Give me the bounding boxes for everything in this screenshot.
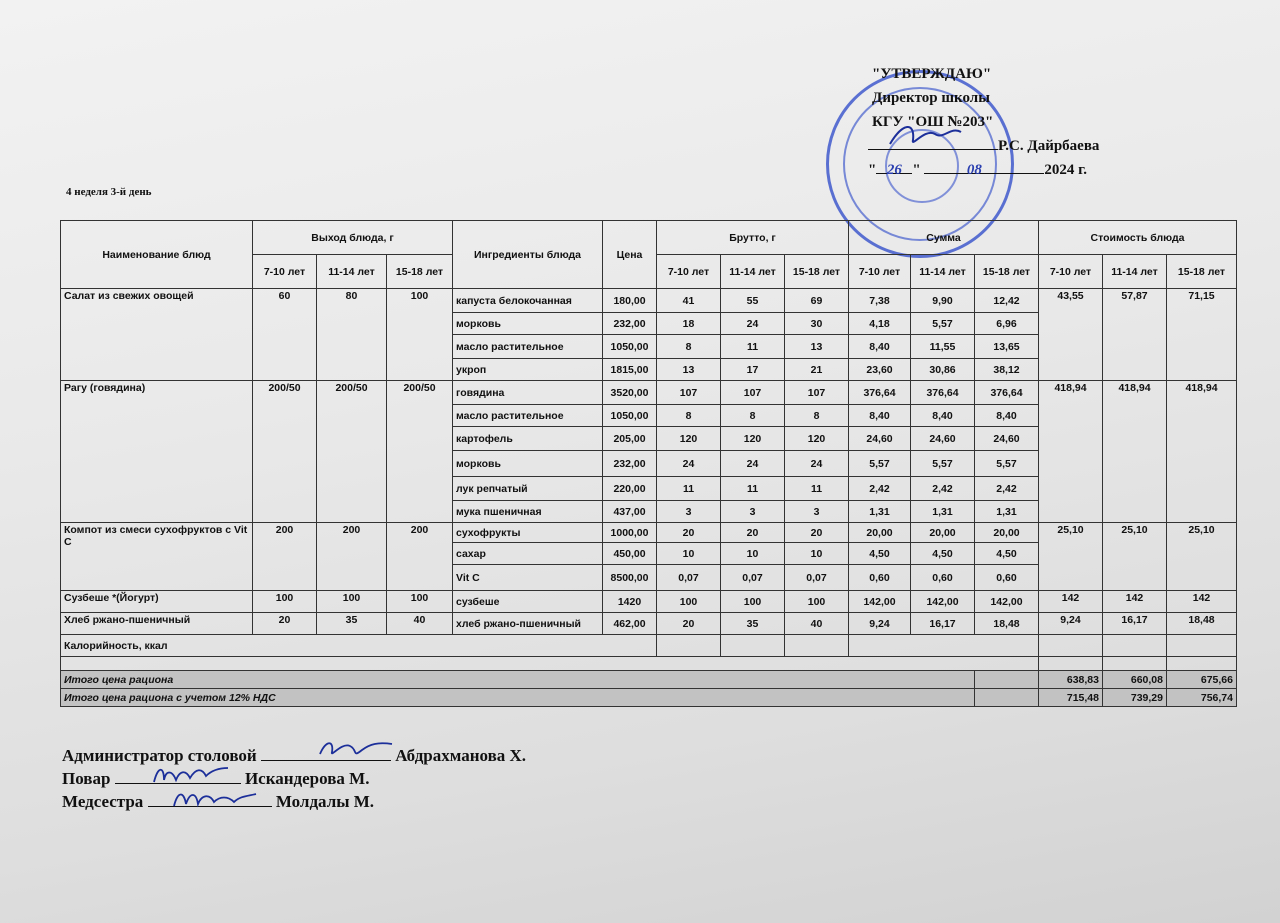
ingredient-brutto: 3 bbox=[785, 501, 849, 523]
dish-output: 100 bbox=[387, 591, 453, 613]
dish-ingredient-row bbox=[61, 613, 1237, 635]
dish-output: 20 bbox=[253, 613, 317, 635]
ingredient-brutto: 11 bbox=[721, 335, 785, 359]
ingredient-brutto: 30 bbox=[785, 313, 849, 335]
ingredient-price: 1420 bbox=[603, 591, 657, 613]
ingredient-sum: 13,65 bbox=[975, 335, 1039, 359]
ingredient-sum: 0,60 bbox=[911, 565, 975, 591]
calories-label: Калорийность, ккал bbox=[61, 635, 657, 657]
signature-role: Медсестра bbox=[62, 792, 144, 811]
dish-output: 100 bbox=[253, 591, 317, 613]
ingredient-price: 8500,00 bbox=[603, 565, 657, 591]
dish-cost: 25,10 bbox=[1039, 523, 1103, 591]
menu-table bbox=[60, 220, 1237, 707]
ingredient-brutto: 21 bbox=[785, 359, 849, 381]
ingredient-sum: 24,60 bbox=[849, 427, 911, 451]
ingredient-brutto: 100 bbox=[785, 591, 849, 613]
ingredient-sum: 9,90 bbox=[911, 289, 975, 313]
ingredient-sum: 9,24 bbox=[849, 613, 911, 635]
ingredient-sum: 2,42 bbox=[975, 477, 1039, 501]
ingredient-brutto: 24 bbox=[657, 451, 721, 477]
ingredient-brutto: 120 bbox=[785, 427, 849, 451]
approval-month: 08 bbox=[924, 158, 1024, 174]
ingredient-brutto: 100 bbox=[657, 591, 721, 613]
signature-name: Молдалы М. bbox=[275, 792, 375, 811]
ingredient-sum: 0,60 bbox=[849, 565, 911, 591]
ingredient-sum: 2,42 bbox=[849, 477, 911, 501]
dish-cost: 16,17 bbox=[1103, 613, 1167, 635]
ingredient-sum: 8,40 bbox=[849, 405, 911, 427]
ingredient-brutto: 10 bbox=[721, 543, 785, 565]
dish-output: 40 bbox=[387, 613, 453, 635]
ingredient-sum: 1,31 bbox=[849, 501, 911, 523]
header-age: 7-10 лет bbox=[849, 255, 911, 289]
header-output: Выход блюда, г bbox=[253, 221, 453, 255]
dish-name: Компот из смеси сухофруктов с Vit C bbox=[61, 523, 253, 591]
ingredient-brutto: 69 bbox=[785, 289, 849, 313]
ingredient-brutto: 20 bbox=[721, 523, 785, 543]
ingredient-brutto: 107 bbox=[785, 381, 849, 405]
signature-name: Абдрахманова Х. bbox=[395, 746, 527, 765]
ingredient-name: укроп bbox=[453, 359, 603, 381]
dish-output: 200 bbox=[317, 523, 387, 591]
ingredient-sum: 4,50 bbox=[911, 543, 975, 565]
ingredient-brutto: 35 bbox=[721, 613, 785, 635]
ingredient-sum: 30,86 bbox=[911, 359, 975, 381]
ingredient-price: 3520,00 bbox=[603, 381, 657, 405]
header-cost: Стоимость блюда bbox=[1039, 221, 1237, 255]
menu-body bbox=[61, 289, 1237, 635]
signature-cook bbox=[62, 767, 526, 790]
header-age: 11-14 лет bbox=[721, 255, 785, 289]
header-age: 11-14 лет bbox=[1103, 255, 1167, 289]
ingredient-sum: 376,64 bbox=[911, 381, 975, 405]
ingredient-name: сухофрукты bbox=[453, 523, 603, 543]
ingredient-name: морковь bbox=[453, 451, 603, 477]
dish-ingredient-row bbox=[61, 289, 1237, 313]
ingredient-name: сузбеше bbox=[453, 591, 603, 613]
dish-cost: 418,94 bbox=[1039, 381, 1103, 523]
ingredient-sum: 142,00 bbox=[911, 591, 975, 613]
ingredient-sum: 1,31 bbox=[911, 501, 975, 523]
ingredient-name: масло растительное bbox=[453, 335, 603, 359]
signatures-block bbox=[62, 744, 526, 813]
header-age: 15-18 лет bbox=[785, 255, 849, 289]
ingredient-price: 437,00 bbox=[603, 501, 657, 523]
dish-cost: 142 bbox=[1167, 591, 1237, 613]
ingredient-brutto: 18 bbox=[657, 313, 721, 335]
ingredient-name: масло растительное bbox=[453, 405, 603, 427]
ingredient-price: 180,00 bbox=[603, 289, 657, 313]
ingredient-brutto: 55 bbox=[721, 289, 785, 313]
ingredient-brutto: 40 bbox=[785, 613, 849, 635]
empty-row bbox=[61, 657, 1237, 671]
header-price: Цена bbox=[603, 221, 657, 289]
ingredient-sum: 0,60 bbox=[975, 565, 1039, 591]
ingredient-brutto: 24 bbox=[721, 313, 785, 335]
header-age: 11-14 лет bbox=[911, 255, 975, 289]
ingredient-brutto: 0,07 bbox=[721, 565, 785, 591]
total-vat-value: 739,29 bbox=[1103, 689, 1167, 707]
ingredient-name: картофель bbox=[453, 427, 603, 451]
ingredient-name: говядина bbox=[453, 381, 603, 405]
ingredient-price: 450,00 bbox=[603, 543, 657, 565]
ingredient-brutto: 13 bbox=[785, 335, 849, 359]
dish-cost: 25,10 bbox=[1103, 523, 1167, 591]
dish-cost: 25,10 bbox=[1167, 523, 1237, 591]
ingredient-brutto: 120 bbox=[657, 427, 721, 451]
ingredient-sum: 5,57 bbox=[911, 313, 975, 335]
total-vat-value: 715,48 bbox=[1039, 689, 1103, 707]
ingredient-sum: 12,42 bbox=[975, 289, 1039, 313]
ingredient-name: хлеб ржано-пшеничный bbox=[453, 613, 603, 635]
menu-footer bbox=[61, 635, 1237, 707]
ingredient-brutto: 11 bbox=[721, 477, 785, 501]
total-label: Итого цена рациона bbox=[61, 671, 975, 689]
ingredient-sum: 8,40 bbox=[911, 405, 975, 427]
cook-signature bbox=[150, 762, 230, 788]
dish-output: 60 bbox=[253, 289, 317, 381]
approval-day: 26 bbox=[876, 158, 912, 174]
signature-role: Повар bbox=[62, 769, 111, 788]
ingredient-sum: 11,55 bbox=[911, 335, 975, 359]
ingredient-sum: 142,00 bbox=[975, 591, 1039, 613]
header-age: 15-18 лет bbox=[975, 255, 1039, 289]
ingredient-sum: 20,00 bbox=[975, 523, 1039, 543]
nurse-signature bbox=[170, 786, 260, 812]
dish-name: Хлеб ржано-пшеничный bbox=[61, 613, 253, 635]
dish-cost: 71,15 bbox=[1167, 289, 1237, 381]
ingredient-brutto: 0,07 bbox=[657, 565, 721, 591]
ingredient-sum: 8,40 bbox=[849, 335, 911, 359]
ingredient-name: капуста белокочанная bbox=[453, 289, 603, 313]
ingredient-brutto: 20 bbox=[657, 523, 721, 543]
ingredient-sum: 2,42 bbox=[911, 477, 975, 501]
ingredient-price: 1815,00 bbox=[603, 359, 657, 381]
approval-year: 2024 г. bbox=[1044, 162, 1088, 178]
dish-ingredient-row bbox=[61, 381, 1237, 405]
ingredient-brutto: 3 bbox=[721, 501, 785, 523]
ingredient-sum: 5,57 bbox=[911, 451, 975, 477]
ingredient-brutto: 120 bbox=[721, 427, 785, 451]
dish-cost: 57,87 bbox=[1103, 289, 1167, 381]
ingredient-brutto: 8 bbox=[721, 405, 785, 427]
ingredient-brutto: 17 bbox=[721, 359, 785, 381]
ingredient-sum: 18,48 bbox=[975, 613, 1039, 635]
ingredient-price: 232,00 bbox=[603, 313, 657, 335]
ingredient-brutto: 100 bbox=[721, 591, 785, 613]
calories-row bbox=[61, 635, 1237, 657]
ingredient-sum: 142,00 bbox=[849, 591, 911, 613]
ingredient-sum: 1,31 bbox=[975, 501, 1039, 523]
dish-output: 200/50 bbox=[317, 381, 387, 523]
week-day-label: 4 неделя 3-й день bbox=[66, 186, 152, 198]
signature-role: Администратор столовой bbox=[62, 746, 257, 765]
total-vat-value: 756,74 bbox=[1167, 689, 1237, 707]
ingredient-price: 1050,00 bbox=[603, 335, 657, 359]
dish-output: 100 bbox=[387, 289, 453, 381]
ingredient-price: 462,00 bbox=[603, 613, 657, 635]
ingredient-price: 205,00 bbox=[603, 427, 657, 451]
ingredient-price: 1050,00 bbox=[603, 405, 657, 427]
header-dish: Наименование блюд bbox=[61, 221, 253, 289]
total-vat-label: Итого цена рациона с учетом 12% НДС bbox=[61, 689, 975, 707]
dish-ingredient-row bbox=[61, 523, 1237, 543]
header-age: 7-10 лет bbox=[657, 255, 721, 289]
dish-cost: 43,55 bbox=[1039, 289, 1103, 381]
approval-org: КГУ "ОШ №203" bbox=[872, 114, 994, 130]
dish-cost: 142 bbox=[1039, 591, 1103, 613]
ingredient-name: морковь bbox=[453, 313, 603, 335]
ingredient-sum: 4,18 bbox=[849, 313, 911, 335]
ingredient-brutto: 8 bbox=[657, 405, 721, 427]
header-age: 15-18 лет bbox=[387, 255, 453, 289]
ingredient-sum: 24,60 bbox=[975, 427, 1039, 451]
ingredient-sum: 5,57 bbox=[849, 451, 911, 477]
ingredient-brutto: 24 bbox=[785, 451, 849, 477]
director-signature bbox=[885, 118, 965, 152]
ingredient-sum: 38,12 bbox=[975, 359, 1039, 381]
ingredient-brutto: 13 bbox=[657, 359, 721, 381]
header-age: 15-18 лет bbox=[1167, 255, 1237, 289]
ingredient-brutto: 3 bbox=[657, 501, 721, 523]
total-value: 675,66 bbox=[1167, 671, 1237, 689]
ingredient-sum: 376,64 bbox=[849, 381, 911, 405]
approval-title: "УТВЕРЖДАЮ" bbox=[872, 66, 992, 82]
ingredient-brutto: 20 bbox=[657, 613, 721, 635]
signature-admin bbox=[62, 744, 526, 767]
total-value: 660,08 bbox=[1103, 671, 1167, 689]
dish-output: 200 bbox=[253, 523, 317, 591]
approval-position: Директор школы bbox=[872, 90, 990, 106]
ingredient-brutto: 10 bbox=[785, 543, 849, 565]
ingredient-brutto: 41 bbox=[657, 289, 721, 313]
ingredient-name: лук репчатый bbox=[453, 477, 603, 501]
ingredient-brutto: 8 bbox=[657, 335, 721, 359]
approval-date-line: " 26 " 08 2024 г. bbox=[868, 158, 1168, 182]
ingredient-sum: 7,38 bbox=[849, 289, 911, 313]
dish-cost: 418,94 bbox=[1103, 381, 1167, 523]
ingredient-name: Vit C bbox=[453, 565, 603, 591]
total-vat-row bbox=[61, 689, 1237, 707]
dish-output: 100 bbox=[317, 591, 387, 613]
ingredient-sum: 8,40 bbox=[975, 405, 1039, 427]
ingredient-brutto: 8 bbox=[785, 405, 849, 427]
header-ingredients: Ингредиенты блюда bbox=[453, 221, 603, 289]
ingredient-sum: 6,96 bbox=[975, 313, 1039, 335]
ingredient-sum: 16,17 bbox=[911, 613, 975, 635]
dish-name: Сузбеше *(Йогурт) bbox=[61, 591, 253, 613]
signature-nurse bbox=[62, 790, 526, 813]
ingredient-price: 1000,00 bbox=[603, 523, 657, 543]
dish-name: Рагу (говядина) bbox=[61, 381, 253, 523]
total-value: 638,83 bbox=[1039, 671, 1103, 689]
dish-output: 80 bbox=[317, 289, 387, 381]
ingredient-sum: 20,00 bbox=[849, 523, 911, 543]
ingredient-brutto: 0,07 bbox=[785, 565, 849, 591]
ingredient-name: мука пшеничная bbox=[453, 501, 603, 523]
dish-name: Салат из свежих овощей bbox=[61, 289, 253, 381]
ingredient-brutto: 11 bbox=[785, 477, 849, 501]
signature-name: Искандерова М. bbox=[244, 769, 370, 788]
ingredient-sum: 376,64 bbox=[975, 381, 1039, 405]
admin-signature bbox=[316, 736, 396, 762]
ingredient-brutto: 20 bbox=[785, 523, 849, 543]
dish-output: 35 bbox=[317, 613, 387, 635]
ingredient-sum: 5,57 bbox=[975, 451, 1039, 477]
dish-output: 200/50 bbox=[387, 381, 453, 523]
ingredient-sum: 23,60 bbox=[849, 359, 911, 381]
dish-cost: 142 bbox=[1103, 591, 1167, 613]
ingredient-name: сахар bbox=[453, 543, 603, 565]
dish-output: 200/50 bbox=[253, 381, 317, 523]
ingredient-sum: 24,60 bbox=[911, 427, 975, 451]
ingredient-brutto: 11 bbox=[657, 477, 721, 501]
ingredient-sum: 20,00 bbox=[911, 523, 975, 543]
ingredient-brutto: 107 bbox=[721, 381, 785, 405]
dish-cost: 9,24 bbox=[1039, 613, 1103, 635]
header-sum: Сумма bbox=[849, 221, 1039, 255]
ingredient-price: 232,00 bbox=[603, 451, 657, 477]
ingredient-brutto: 10 bbox=[657, 543, 721, 565]
ingredient-brutto: 24 bbox=[721, 451, 785, 477]
ingredient-sum: 4,50 bbox=[975, 543, 1039, 565]
ingredient-sum: 4,50 bbox=[849, 543, 911, 565]
dish-cost: 18,48 bbox=[1167, 613, 1237, 635]
ingredient-brutto: 107 bbox=[657, 381, 721, 405]
dish-ingredient-row bbox=[61, 591, 1237, 613]
header-age: 11-14 лет bbox=[317, 255, 387, 289]
header-brutto: Брутто, г bbox=[657, 221, 849, 255]
total-row bbox=[61, 671, 1237, 689]
header-age: 7-10 лет bbox=[253, 255, 317, 289]
approval-director-name: Р.С. Дайрбаева bbox=[998, 138, 1100, 154]
dish-output: 200 bbox=[387, 523, 453, 591]
header-age: 7-10 лет bbox=[1039, 255, 1103, 289]
dish-cost: 418,94 bbox=[1167, 381, 1237, 523]
ingredient-price: 220,00 bbox=[603, 477, 657, 501]
